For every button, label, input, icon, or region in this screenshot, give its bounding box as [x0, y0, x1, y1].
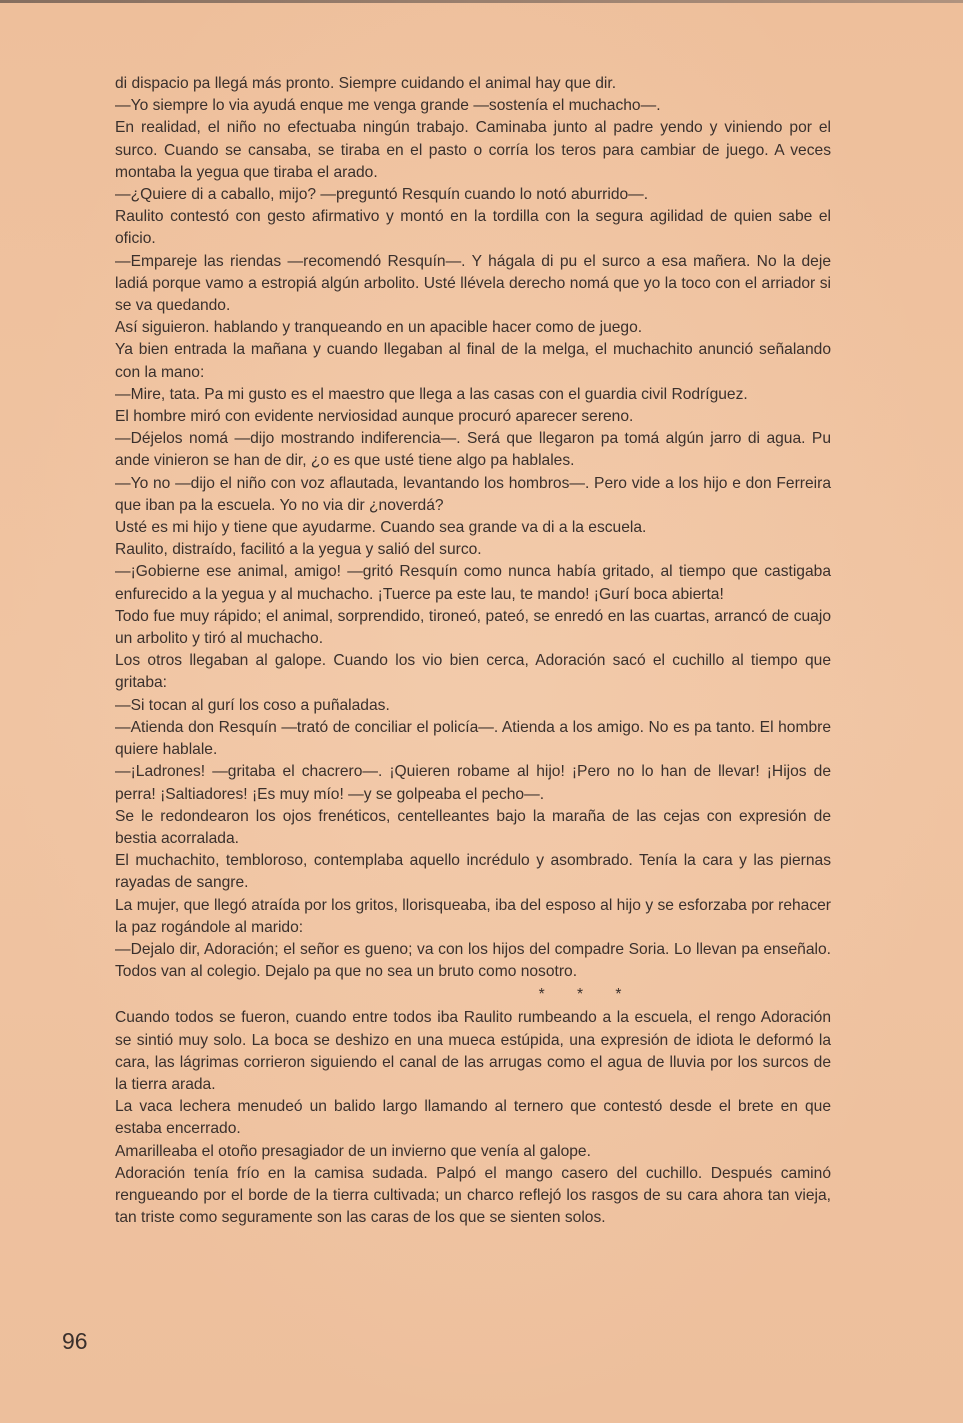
paragraph: Los otros llegaban al galope. Cuando los vio bien cerca, Adoración sacó el cuchillo al tiempo que gritaba: [115, 652, 831, 692]
paragraph: Amarilleaba el otoño presagiador de un invierno que venía al galope. [115, 1142, 591, 1160]
paragraph: —¡Gobierne ese animal, amigo! —gritó Resquín como nunca había gritado, al tiempo que castigaba enfurecido a la yegua y al muchacho. ¡Tuerce pa este lau, te mando! ¡Gurí boca abierta! [115, 563, 831, 603]
paragraph: La mujer, que llegó atraída por los gritos, llorisqueaba, iba del esposo al hijo y se esforzaba por rehacer la paz rogándole al marido: [115, 896, 831, 936]
section-separator: * * * [538, 986, 636, 1004]
paragraph: di dispacio pa llegá más pronto. Siempre cuidando el animal hay que dir. [115, 75, 617, 92]
page-top-edge [0, 0, 963, 3]
paragraph: Cuando todos se fueron, cuando entre todos iba Raulito rumbeando a la escuela, el rengo Adoración se sintió muy solo. La boca se deshizo en una mueca estúpida, una expresión de idiota le deformó la cara, las lágrimas corrieron siguiendo el canal de las arrugas como el agua de lluvia por los surcos de la tierra arada. [115, 1009, 831, 1093]
paragraph: En realidad, el niño no efectuaba ningún trabajo. Caminaba junto al padre yendo y viniendo por el surco. Cuando se cansaba, se tiraba en el pasto o corría los teros para cambiar de juego. A veces montaba la yegua que tiraba el arado. [115, 119, 831, 181]
paragraph: Se le redondearon los ojos frenéticos, centelleantes bajo la maraña de las cejas con expresión de bestia acorralada. [115, 807, 831, 847]
paragraph: Raulito contestó con gesto afirmativo y montó en la tordilla con la segura agilidad de quien sabe el oficio. [115, 208, 831, 248]
paragraph: Así siguieron. hablando y tranqueando en un apacible hacer como de juego. [115, 319, 643, 337]
paragraph: Todo fue muy rápido; el animal, sorprendido, tironeó, pateó, se enredó en las cuartas, arrancó de cuajo un arbolito y tiró al muchacho. [115, 607, 831, 648]
paragraph: Raulito, distraído, facilitó a la yegua y salió del surco. [115, 541, 482, 559]
paragraph: —Si tocan al gurí los coso a puñaladas. [115, 696, 390, 714]
paragraph: —Empareje las riendas —recomendó Resquín—. Y hágala di pu el surco a esa mañera. No la deje ladiá porque vamo a estropiá algún arbolito. Usté llévela derecho nomá que yo la toco con el arriador si se va quedando. [115, 252, 831, 315]
paragraph: —Yo siempre lo via ayudá enque me venga grande —sostenía el muchacho—. [115, 97, 661, 115]
paragraph: Adoración tenía frío en la camisa sudada. Palpó el mango casero del cuchillo. Después caminó rengueando por el borde de la tierra cultivada; un charco reflejó los rasgos de su cara ahora tan vieja, tan triste como seguramente son las caras de los que se sienten solos. [115, 1164, 831, 1227]
body-text [115, 73, 831, 1229]
paragraph: —Atienda don Resquín —trató de conciliar el policía—. Atienda a los amigo. No es pa tanto. El hombre quiere hablale. [115, 718, 831, 759]
paragraph: Usté es mi hijo y tiene que ayudarme. Cuando sea grande va di a la escuela. [115, 519, 647, 537]
paragraph: —¡Ladrones! —gritaba el chacrero—. ¡Quieren robame al hijo! ¡Pero no lo han de llevar! ¡Hijos de perra! ¡Saltiadores! ¡Es muy mío! —y se golpeaba el pecho—. [115, 763, 831, 803]
paragraph: El muchachito, tembloroso, contemplaba aquello incrédulo y asombrado. Tenía la cara y las piernas rayadas de sangre. [115, 852, 831, 892]
paragraph: La vaca lechera menudeó un balido largo llamando al ternero que contestó desde el brete en que estaba encerrado. [115, 1098, 831, 1138]
paragraph: —Déjelos nomá —dijo mostrando indiferencia—. Será que llegaron pa tomá algún jarro di agua. Pu ande vinieron se han de dir, ¿o es que usté tiene algo pa hablales. [115, 430, 831, 470]
paragraph: —Mire, tata. Pa mi gusto es el maestro que llega a las casas con el guardia civil Rodríguez. [115, 385, 748, 403]
paragraph: —Dejalo dir, Adoración; el señor es gueno; va con los hijos del compadre Soria. Lo llevan pa enseñalo. Todos van al colegio. Dejalo pa que no sea un bruto como nosotro. [115, 940, 831, 981]
paragraph: —Yo no —dijo el niño con voz aflautada, levantando los hombros—. Pero vide a los hijo e don Ferreira que iban pa la escuela. Yo no via dir ¿noverdá? [115, 474, 831, 514]
paragraph: Ya bien entrada la mañana y cuando llegaban al final de la melga, el muchachito anunció señalando con la mano: [115, 341, 831, 381]
paragraph: —¿Quiere di a caballo, mijo? —preguntó Resquín cuando lo notó aburrido—. [115, 186, 649, 204]
page-number: 96 [62, 1328, 88, 1354]
paragraph: El hombre miró con evidente nerviosidad aunque procuró aparecer sereno. [115, 408, 634, 426]
